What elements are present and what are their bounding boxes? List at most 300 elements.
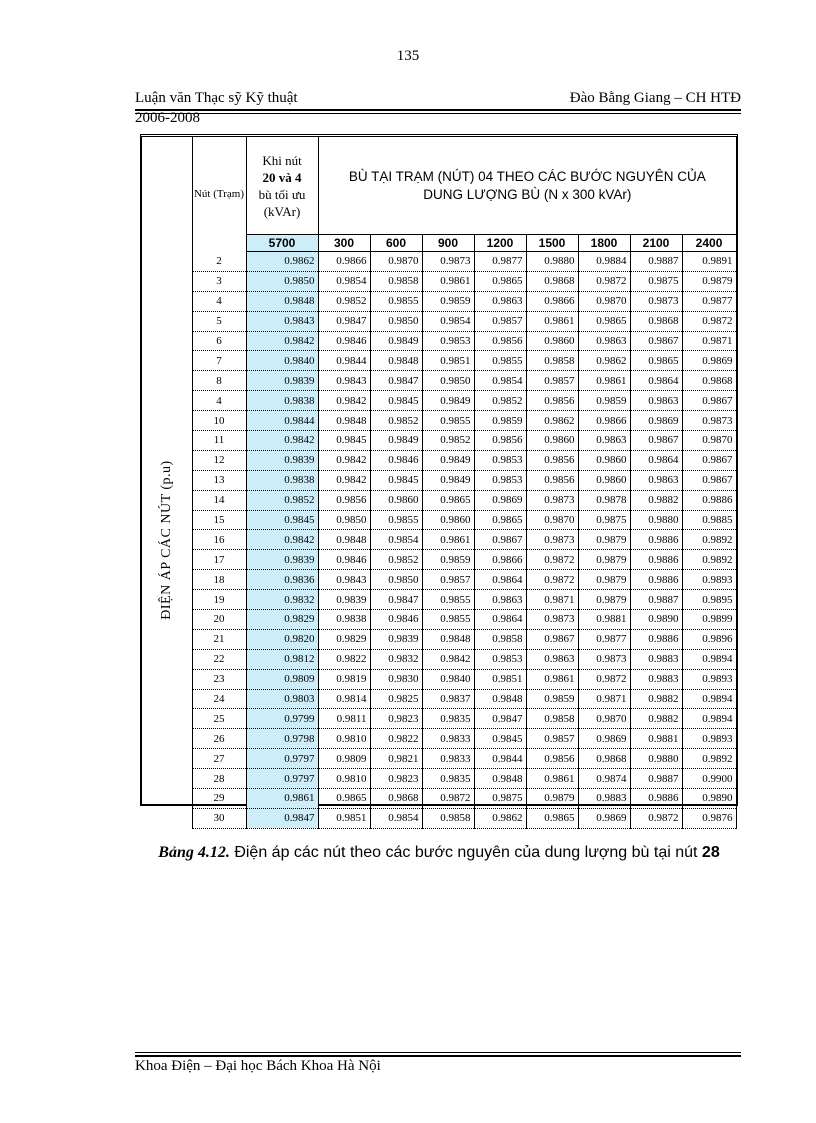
value-cell: 0.9847: [370, 590, 422, 610]
node-cell: 10: [192, 411, 246, 431]
value-cell: 0.9846: [318, 550, 370, 570]
value-cell: 0.9867: [630, 431, 682, 451]
value-cell: 0.9863: [578, 331, 630, 351]
node-cell: 20: [192, 610, 246, 630]
value-cell: 0.9845: [318, 431, 370, 451]
value-cell: 0.9850: [370, 311, 422, 331]
value-cell: 0.9885: [682, 510, 736, 530]
value-cell: 0.9880: [630, 510, 682, 530]
optimal-value-cell: 0.9847: [246, 808, 318, 828]
optimal-value-cell: 0.9842: [246, 530, 318, 550]
value-cell: 0.9875: [630, 271, 682, 291]
value-cell: 0.9823: [370, 709, 422, 729]
value-cell: 0.9848: [318, 530, 370, 550]
value-cell: 0.9854: [422, 311, 474, 331]
value-cell: 0.9850: [422, 371, 474, 391]
value-cell: 0.9840: [422, 669, 474, 689]
value-cell: 0.9855: [422, 590, 474, 610]
table-row: [142, 669, 736, 689]
value-cell: 0.9872: [682, 311, 736, 331]
optimal-value-cell: 0.9848: [246, 291, 318, 311]
value-cell: 0.9869: [630, 411, 682, 431]
node-cell: 28: [192, 769, 246, 789]
value-cell: 0.9872: [630, 808, 682, 828]
optimal-value-cell: 0.9840: [246, 351, 318, 371]
value-cell: 0.9856: [318, 490, 370, 510]
value-cell: 0.9832: [370, 649, 422, 669]
value-cell: 0.9870: [370, 252, 422, 272]
value-cell: 0.9892: [682, 530, 736, 550]
value-cell: 0.9892: [682, 749, 736, 769]
table-row: [142, 311, 736, 331]
value-cell: 0.9830: [370, 669, 422, 689]
value-cell: 0.9872: [526, 570, 578, 590]
node-cell: 23: [192, 669, 246, 689]
table-row: [142, 629, 736, 649]
value-cell: 0.9896: [682, 629, 736, 649]
optimal-value-cell: 0.9844: [246, 411, 318, 431]
value-cell: 0.9879: [578, 570, 630, 590]
value-cell: 0.9853: [474, 450, 526, 470]
value-cell: 0.9858: [422, 808, 474, 828]
value-cell: 0.9865: [318, 789, 370, 809]
value-cell: 0.9857: [474, 311, 526, 331]
value-cell: 0.9867: [474, 530, 526, 550]
value-cell: 0.9876: [682, 808, 736, 828]
value-cell: 0.9860: [370, 490, 422, 510]
value-cell: 0.9845: [370, 391, 422, 411]
value-cell: 0.9861: [422, 530, 474, 550]
value-cell: 0.9869: [578, 729, 630, 749]
value-cell: 0.9850: [370, 570, 422, 590]
value-cell: 0.9868: [526, 271, 578, 291]
node-cell: 19: [192, 590, 246, 610]
value-cell: 0.9869: [578, 808, 630, 828]
value-cell: 0.9866: [318, 252, 370, 272]
value-cell: 0.9867: [526, 629, 578, 649]
value-cell: 0.9852: [474, 391, 526, 411]
value-cell: 0.9877: [682, 291, 736, 311]
node-cell: 8: [192, 371, 246, 391]
value-cell: 0.9894: [682, 689, 736, 709]
value-cell: 0.9863: [630, 470, 682, 490]
optimal-value-cell: 0.9839: [246, 450, 318, 470]
value-cell: 0.9838: [318, 610, 370, 630]
value-cell: 0.9814: [318, 689, 370, 709]
value-cell: 0.9810: [318, 729, 370, 749]
table-row: [142, 729, 736, 749]
step-header: 1800: [578, 235, 630, 252]
table-row: [142, 411, 736, 431]
table-row: [142, 252, 736, 272]
value-cell: 0.9865: [474, 510, 526, 530]
optimal-value-cell: 0.9839: [246, 550, 318, 570]
value-cell: 0.9856: [526, 391, 578, 411]
value-cell: 0.9846: [370, 610, 422, 630]
node-cell: 6: [192, 331, 246, 351]
value-cell: 0.9843: [318, 570, 370, 590]
value-cell: 0.9860: [526, 331, 578, 351]
optimal-value-cell: 0.9843: [246, 311, 318, 331]
node-cell: 5: [192, 311, 246, 331]
value-cell: 0.9875: [578, 510, 630, 530]
value-cell: 0.9821: [370, 749, 422, 769]
node-cell: 12: [192, 450, 246, 470]
optimal-value-cell: 0.9836: [246, 570, 318, 590]
value-cell: 0.9868: [370, 789, 422, 809]
node-cell: 3: [192, 271, 246, 291]
value-cell: 0.9858: [370, 271, 422, 291]
value-cell: 0.9860: [422, 510, 474, 530]
value-cell: 0.9849: [370, 331, 422, 351]
node-cell: 30: [192, 808, 246, 828]
node-cell: 27: [192, 749, 246, 769]
value-cell: 0.9819: [318, 669, 370, 689]
value-cell: 0.9899: [682, 610, 736, 630]
value-cell: 0.9863: [630, 391, 682, 411]
table-row: [142, 550, 736, 570]
value-cell: 0.9878: [578, 490, 630, 510]
value-cell: 0.9856: [474, 431, 526, 451]
footer-text: Khoa Điện – Đại học Bách Khoa Hà Nội: [135, 1058, 381, 1074]
value-cell: 0.9881: [630, 729, 682, 749]
value-cell: 0.9853: [474, 470, 526, 490]
value-cell: 0.9856: [474, 331, 526, 351]
value-cell: 0.9835: [422, 709, 474, 729]
value-cell: 0.9879: [526, 789, 578, 809]
value-cell: 0.9877: [578, 629, 630, 649]
value-cell: 0.9873: [422, 252, 474, 272]
value-cell: 0.9859: [526, 689, 578, 709]
node-cell: 21: [192, 629, 246, 649]
optimal-value-cell: 0.9850: [246, 271, 318, 291]
node-cell: 14: [192, 490, 246, 510]
value-cell: 0.9893: [682, 669, 736, 689]
value-cell: 0.9881: [578, 610, 630, 630]
step-header: 1500: [526, 235, 578, 252]
value-cell: 0.9863: [474, 291, 526, 311]
value-cell: 0.9860: [526, 431, 578, 451]
value-cell: 0.9861: [526, 769, 578, 789]
value-cell: 0.9845: [370, 470, 422, 490]
value-cell: 0.9843: [318, 371, 370, 391]
value-cell: 0.9863: [526, 649, 578, 669]
node-cell: 17: [192, 550, 246, 570]
value-cell: 0.9857: [526, 729, 578, 749]
value-cell: 0.9829: [318, 629, 370, 649]
value-cell: 0.9835: [422, 769, 474, 789]
table-row: [142, 590, 736, 610]
value-cell: 0.9865: [422, 490, 474, 510]
value-cell: 0.9852: [370, 550, 422, 570]
node-cell: 2: [192, 252, 246, 272]
value-cell: 0.9844: [474, 749, 526, 769]
value-cell: 0.9867: [630, 331, 682, 351]
value-cell: 0.9863: [474, 590, 526, 610]
value-cell: 0.9856: [526, 470, 578, 490]
value-cell: 0.9825: [370, 689, 422, 709]
value-cell: 0.9847: [474, 709, 526, 729]
value-cell: 0.9893: [682, 729, 736, 749]
optimal-value-cell: 0.9809: [246, 669, 318, 689]
node-cell: 29: [192, 789, 246, 809]
optimal-step-header: 5700: [246, 235, 318, 252]
value-cell: 0.9886: [630, 570, 682, 590]
value-cell: 0.9861: [578, 371, 630, 391]
value-cell: 0.9895: [682, 590, 736, 610]
value-cell: 0.9879: [578, 550, 630, 570]
value-cell: 0.9873: [630, 291, 682, 311]
value-cell: 0.9860: [578, 470, 630, 490]
value-cell: 0.9886: [630, 550, 682, 570]
value-cell: 0.9859: [474, 411, 526, 431]
value-cell: 0.9856: [526, 450, 578, 470]
value-cell: 0.9862: [578, 351, 630, 371]
header-year: 2006-2008: [135, 110, 200, 126]
value-cell: 0.9877: [474, 252, 526, 272]
value-cell: 0.9865: [578, 311, 630, 331]
value-cell: 0.9847: [318, 311, 370, 331]
step-header: 600: [370, 235, 422, 252]
value-cell: 0.9858: [474, 629, 526, 649]
value-cell: 0.9871: [526, 590, 578, 610]
table-row: [142, 391, 736, 411]
value-cell: 0.9891: [682, 252, 736, 272]
table-row: [142, 789, 736, 809]
table-row: [142, 808, 736, 828]
value-cell: 0.9859: [422, 550, 474, 570]
value-cell: 0.9864: [474, 570, 526, 590]
table-row: [142, 769, 736, 789]
value-cell: 0.9855: [422, 411, 474, 431]
step-header: 2400: [682, 235, 736, 252]
value-cell: 0.9875: [474, 789, 526, 809]
corner-cell: [142, 137, 192, 252]
value-cell: 0.9869: [474, 490, 526, 510]
value-cell: 0.9886: [630, 629, 682, 649]
value-cell: 0.9822: [318, 649, 370, 669]
step-header: 300: [318, 235, 370, 252]
value-cell: 0.9870: [578, 709, 630, 729]
value-cell: 0.9886: [630, 530, 682, 550]
node-header: Nút (Trạm): [192, 137, 246, 252]
value-cell: 0.9883: [578, 789, 630, 809]
value-cell: 0.9848: [474, 689, 526, 709]
value-cell: 0.9844: [318, 351, 370, 371]
value-cell: 0.9845: [474, 729, 526, 749]
value-cell: 0.9851: [474, 669, 526, 689]
node-cell: 7: [192, 351, 246, 371]
optimal-value-cell: 0.9799: [246, 709, 318, 729]
optimal-value-cell: 0.9852: [246, 490, 318, 510]
value-cell: 0.9886: [682, 490, 736, 510]
value-cell: 0.9887: [630, 590, 682, 610]
value-cell: 0.9871: [682, 331, 736, 351]
node-cell: 15: [192, 510, 246, 530]
value-cell: 0.9860: [578, 450, 630, 470]
value-cell: 0.9855: [474, 351, 526, 371]
value-cell: 0.9882: [630, 709, 682, 729]
value-cell: 0.9839: [318, 590, 370, 610]
value-cell: 0.9849: [422, 470, 474, 490]
step-header: 900: [422, 235, 474, 252]
optimal-value-cell: 0.9812: [246, 649, 318, 669]
value-cell: 0.9857: [526, 371, 578, 391]
value-cell: 0.9883: [630, 669, 682, 689]
header-title: Luận văn Thạc sỹ Kỹ thuật: [135, 90, 298, 106]
value-cell: 0.9864: [630, 371, 682, 391]
value-cell: 0.9862: [474, 808, 526, 828]
value-cell: 0.9870: [578, 291, 630, 311]
value-cell: 0.9859: [422, 291, 474, 311]
value-cell: 0.9859: [578, 391, 630, 411]
value-cell: 0.9842: [318, 450, 370, 470]
table-row: [142, 510, 736, 530]
value-cell: 0.9879: [578, 530, 630, 550]
value-cell: 0.9873: [578, 649, 630, 669]
value-cell: 0.9854: [370, 530, 422, 550]
value-cell: 0.9894: [682, 709, 736, 729]
table-row: [142, 610, 736, 630]
value-cell: 0.9837: [422, 689, 474, 709]
node-cell: 16: [192, 530, 246, 550]
node-cell: 4: [192, 291, 246, 311]
optimal-value-cell: 0.9803: [246, 689, 318, 709]
value-cell: 0.9868: [578, 749, 630, 769]
value-cell: 0.9839: [370, 629, 422, 649]
table-row: [142, 271, 736, 291]
optimal-value-cell: 0.9797: [246, 769, 318, 789]
header-author: Đào Bằng Giang – CH HTĐ: [569, 90, 741, 106]
value-cell: 0.9852: [318, 291, 370, 311]
value-cell: 0.9849: [422, 391, 474, 411]
value-cell: 0.9842: [318, 470, 370, 490]
node-cell: 13: [192, 470, 246, 490]
value-cell: 0.9822: [370, 729, 422, 749]
table-row: [142, 570, 736, 590]
value-cell: 0.9887: [630, 252, 682, 272]
node-cell: 26: [192, 729, 246, 749]
optimal-value-cell: 0.9839: [246, 371, 318, 391]
optimal-value-cell: 0.9832: [246, 590, 318, 610]
value-cell: 0.9872: [578, 271, 630, 291]
value-cell: 0.9849: [370, 431, 422, 451]
value-cell: 0.9882: [630, 490, 682, 510]
table-row: [142, 371, 736, 391]
side-label: ĐIỆN ÁP CÁC NÚT (p.u): [158, 460, 174, 620]
optimal-value-cell: 0.9845: [246, 510, 318, 530]
footer-rule: [135, 1052, 741, 1057]
value-cell: 0.9865: [630, 351, 682, 371]
value-cell: 0.9870: [526, 510, 578, 530]
value-cell: 0.9873: [526, 610, 578, 630]
optimal-value-cell: 0.9862: [246, 252, 318, 272]
value-cell: 0.9810: [318, 769, 370, 789]
table-row: [142, 709, 736, 729]
table-row: [142, 689, 736, 709]
value-cell: 0.9848: [422, 629, 474, 649]
optimal-value-cell: 0.9829: [246, 610, 318, 630]
value-cell: 0.9861: [526, 669, 578, 689]
optimal-value-cell: 0.9798: [246, 729, 318, 749]
value-cell: 0.9872: [422, 789, 474, 809]
value-cell: 0.9880: [630, 749, 682, 769]
value-cell: 0.9842: [318, 391, 370, 411]
value-cell: 0.9852: [422, 431, 474, 451]
value-cell: 0.9874: [578, 769, 630, 789]
table-row: [142, 450, 736, 470]
caption-node: 28: [701, 844, 720, 861]
value-cell: 0.9882: [630, 689, 682, 709]
node-cell: 18: [192, 570, 246, 590]
node-cell: 22: [192, 649, 246, 669]
table-row: [142, 431, 736, 451]
value-cell: 0.9880: [526, 252, 578, 272]
value-cell: 0.9853: [474, 649, 526, 669]
value-cell: 0.9854: [474, 371, 526, 391]
value-cell: 0.9850: [318, 510, 370, 530]
table-row: [142, 490, 736, 510]
table-caption: [140, 843, 738, 862]
value-cell: 0.9873: [526, 490, 578, 510]
side-label-cell: [142, 252, 192, 829]
value-cell: 0.9879: [682, 271, 736, 291]
value-cell: 0.9849: [422, 450, 474, 470]
value-cell: 0.9809: [318, 749, 370, 769]
value-cell: 0.9867: [682, 391, 736, 411]
node-cell: 4: [192, 391, 246, 411]
optimal-value-cell: 0.9842: [246, 431, 318, 451]
group-header: BÙ TẠI TRẠM (NÚT) 04 THEO CÁC BƯỚC NGUYÊN CỦA DUNG LƯỢNG BÙ (N x 300 kVAr): [318, 137, 736, 235]
value-cell: 0.9855: [370, 291, 422, 311]
value-cell: 0.9892: [682, 550, 736, 570]
table-row: [142, 351, 736, 371]
value-cell: 0.9854: [370, 808, 422, 828]
header-rule: [135, 109, 741, 114]
value-cell: 0.9868: [682, 371, 736, 391]
value-cell: 0.9873: [682, 411, 736, 431]
optimal-header: Khi nút 20 và 4 bù tối ưu (kVAr): [246, 137, 318, 235]
value-cell: 0.9864: [630, 450, 682, 470]
table-row: [142, 530, 736, 550]
page-number: 135: [396, 48, 420, 64]
table-row: [142, 470, 736, 490]
value-cell: 0.9870: [682, 431, 736, 451]
value-cell: 0.9894: [682, 649, 736, 669]
table-row: [142, 749, 736, 769]
value-cell: 0.9890: [682, 789, 736, 809]
caption-text: Điện áp các nút theo các bước nguyên của dung lượng bù tại nút: [234, 844, 698, 861]
value-cell: 0.9900: [682, 769, 736, 789]
value-cell: 0.9865: [526, 808, 578, 828]
value-cell: 0.9823: [370, 769, 422, 789]
value-cell: 0.9854: [318, 271, 370, 291]
value-cell: 0.9872: [526, 550, 578, 570]
optimal-value-cell: 0.9838: [246, 470, 318, 490]
value-cell: 0.9853: [422, 331, 474, 351]
value-cell: 0.9867: [682, 470, 736, 490]
step-header: 2100: [630, 235, 682, 252]
table-row: [142, 649, 736, 669]
value-cell: 0.9872: [578, 669, 630, 689]
value-cell: 0.9890: [630, 610, 682, 630]
value-cell: 0.9867: [682, 450, 736, 470]
value-cell: 0.9846: [370, 450, 422, 470]
optimal-value-cell: 0.9838: [246, 391, 318, 411]
value-cell: 0.9852: [370, 411, 422, 431]
value-cell: 0.9842: [422, 649, 474, 669]
value-cell: 0.9858: [526, 709, 578, 729]
